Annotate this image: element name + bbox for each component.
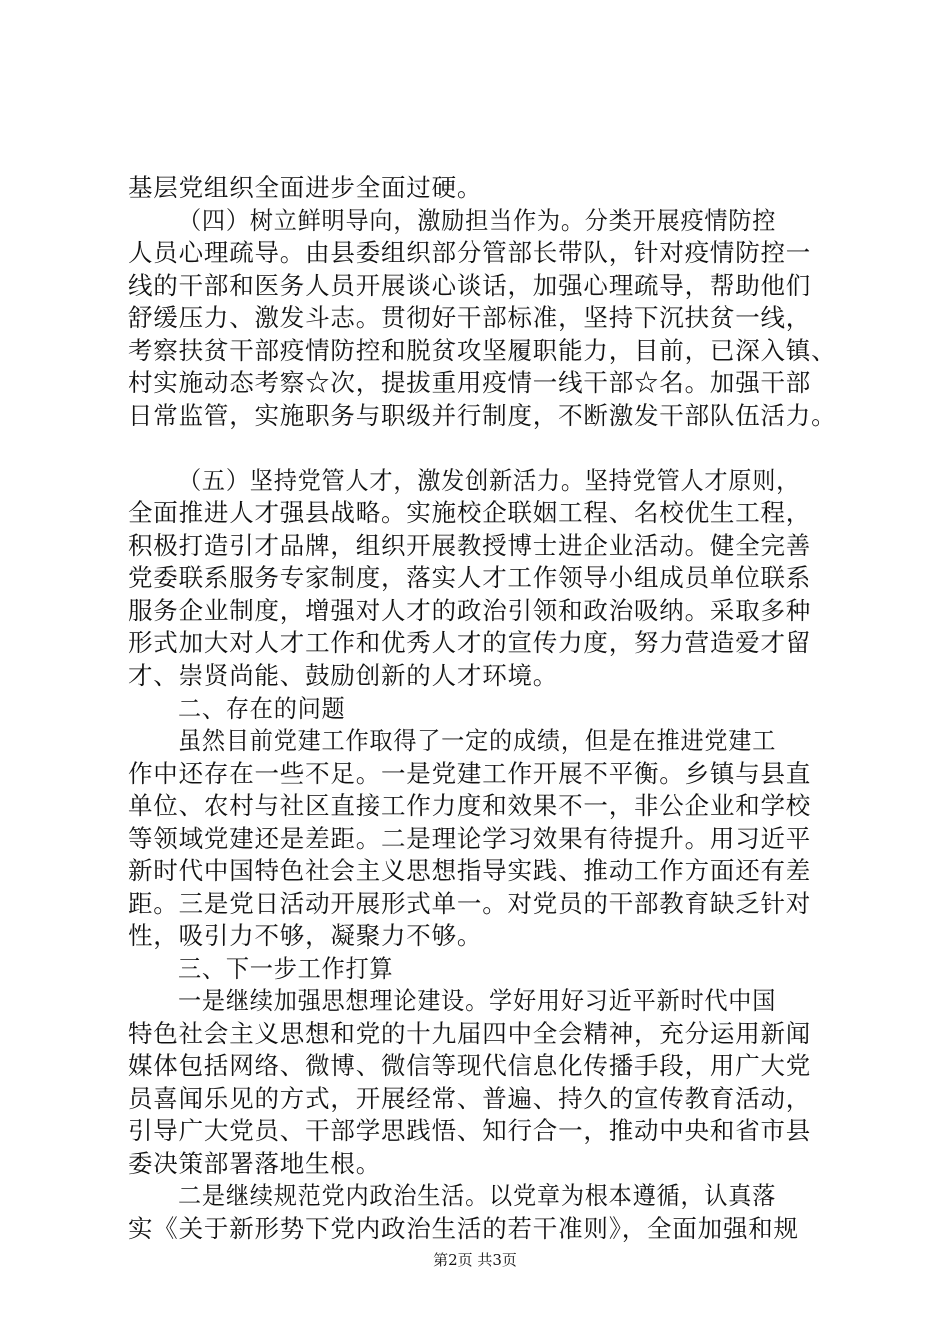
text-line: 二是继续规范党内政治生活。以党章为根本遵循，认真落 — [178, 1181, 777, 1211]
section-heading: 三、下一步工作打算 — [178, 953, 394, 983]
text-line: 委决策部署落地生根。 — [128, 1148, 381, 1178]
text-line: 服务企业制度，增强对人才的政治引领和政治吸纳。采取多种 — [128, 595, 812, 625]
text-line: 实《关于新形势下党内政治生活的若干准则》，全面加强和规 — [128, 1214, 799, 1243]
text-line: 新时代中国特色社会主义思想指导实践、推动工作方面还有差 — [128, 856, 812, 886]
text-line: 作中还存在一些不足。一是党建工作开展不平衡。乡镇与县直 — [128, 758, 812, 788]
text-line: 党委联系服务专家制度，落实人才工作领导小组成员单位联系 — [128, 563, 812, 593]
text-line: 考察扶贫干部疫情防控和脱贫攻坚履职能力，目前，已深入镇、 — [128, 335, 837, 365]
text-line: 距。三是党日活动开展形式单一。对党员的干部教育缺乏针对 — [128, 888, 812, 918]
text-line: 性，吸引力不够，凝聚力不够。 — [128, 921, 483, 951]
text-line: 特色社会主义思想和党的十九届四中全会精神，充分运用新闻 — [128, 1018, 812, 1048]
text-line: （五）坚持党管人才，激发创新活力。坚持党管人才原则， — [178, 465, 801, 495]
text-line: 才、崇贤尚能、鼓励创新的人才环境。 — [128, 660, 559, 690]
text-line: 员喜闻乐见的方式，开展经常、普遍、持久的宣传教育活动， — [128, 1083, 812, 1113]
text-line: 虽然目前党建工作取得了一定的成绩，但是在推进党建工 — [178, 726, 777, 756]
text-line: 日常监管，实施职务与职级并行制度，不断激发干部队伍活力。 — [128, 400, 837, 430]
text-line: 媒体包括网络、微博、微信等现代信息化传播手段，用广大党 — [128, 1051, 812, 1081]
text-line: 一是继续加强思想理论建设。学好用好习近平新时代中国 — [178, 986, 777, 1016]
text-line: 线的干部和医务人员开展谈心谈话，加强心理疏导，帮助他们 — [128, 270, 812, 300]
text-line: 人员心理疏导。由县委组织部分管部长带队，针对疫情防控一 — [128, 238, 812, 268]
text-line: 单位、农村与社区直接工作力度和效果不一，非公企业和学校 — [128, 791, 812, 821]
text-line: 舒缓压力、激发斗志。贯彻好干部标准，坚持下沉扶贫一线， — [128, 303, 812, 333]
text-line: 引导广大党员、干部学思践悟、知行合一，推动中央和省市县 — [128, 1116, 812, 1146]
page-footer: 第2页 共3页 — [433, 1251, 517, 1269]
text-line: 基层党组织全面进步全面过硬。 — [128, 173, 483, 202]
text-line: 等领域党建还是差距。二是理论学习效果有待提升。用习近平 — [128, 823, 812, 853]
text-line: 村实施动态考察☆次，提拔重用疫情一线干部☆名。加强干部 — [128, 368, 812, 398]
text-line: （四）树立鲜明导向，激励担当作为。分类开展疫情防控 — [178, 205, 777, 235]
text-line: 形式加大对人才工作和优秀人才的宣传力度，努力营造爱才留 — [128, 628, 812, 658]
text-line: 积极打造引才品牌，组织开展教授博士进企业活动。健全完善 — [128, 530, 812, 560]
text-line: 全面推进人才强县战略。实施校企联姻工程、名校优生工程， — [128, 498, 812, 528]
section-heading: 二、存在的问题 — [178, 693, 346, 723]
